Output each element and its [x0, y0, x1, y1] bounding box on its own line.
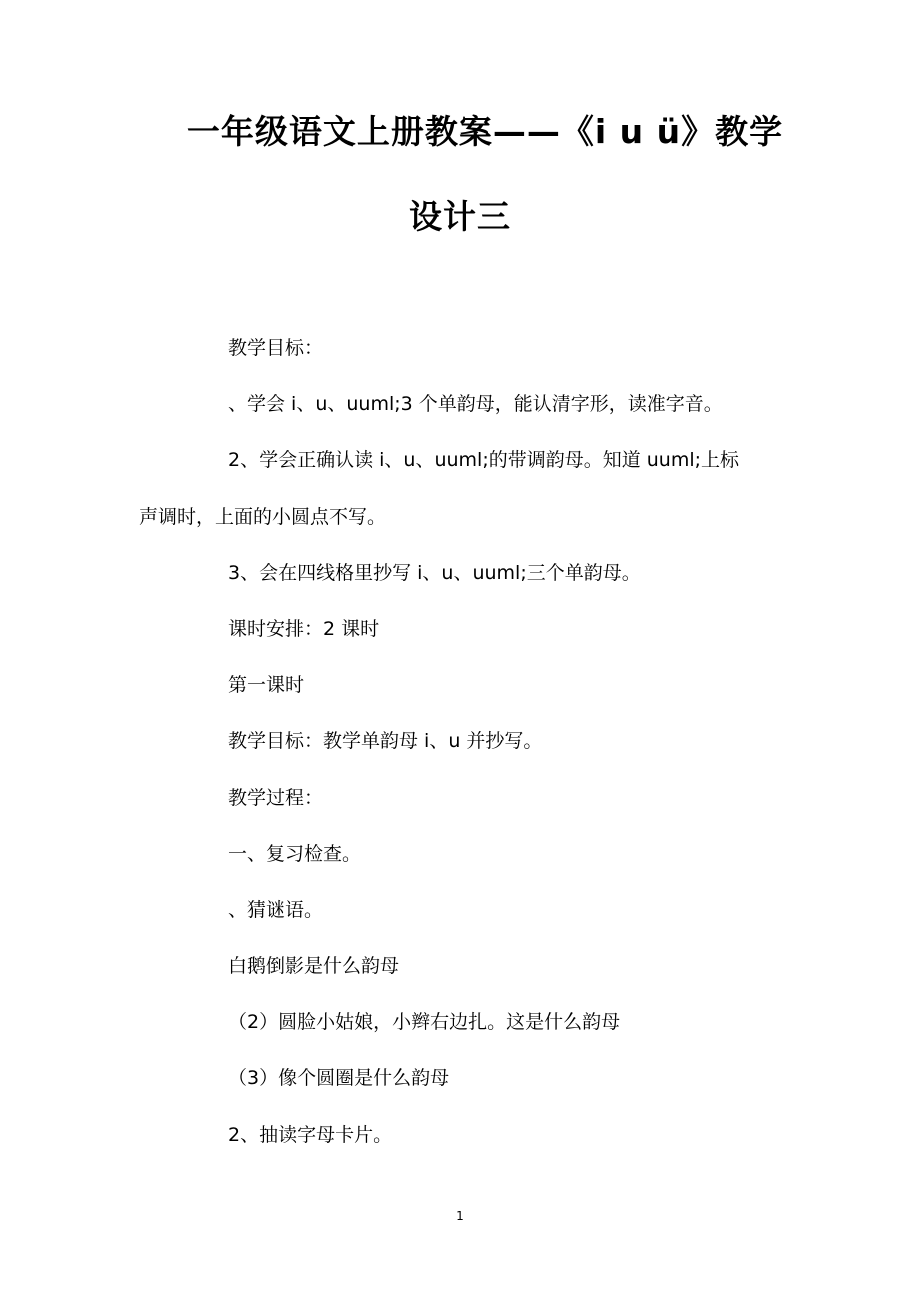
- paragraph: 教学目标：教学单韵母 i、u 并抄写。: [228, 730, 543, 752]
- paragraph: 第一课时: [228, 674, 305, 696]
- document-title-line-1: 一年级语文上册教案——《i u ü》教学: [186, 112, 784, 151]
- page-number: 1: [456, 1209, 464, 1223]
- paragraph: 、学会 i、u、uuml;3 个单韵母，能认清字形，读准字音。: [228, 393, 723, 415]
- paragraph: 白鹅倒影是什么韵母: [228, 955, 400, 977]
- paragraph: （2）圆脸小姑娘，小辫右边扎。这是什么韵母: [228, 1011, 621, 1033]
- paragraph: 2、抽读字母卡片。: [228, 1124, 393, 1146]
- paragraph: 3、会在四线格里抄写 i、u、uuml;三个单韵母。: [228, 562, 641, 584]
- paragraph: 教学目标：: [228, 337, 324, 359]
- paragraph: 一、复习检查。: [228, 843, 362, 865]
- paragraph: 教学过程：: [228, 787, 324, 809]
- paragraph: 2、学会正确认读 i、u、uuml;的带调韵母。知道 uuml;上标: [228, 449, 740, 471]
- document-title-line-2: 设计三: [409, 197, 511, 236]
- paragraph: 课时安排：2 课时: [228, 618, 380, 640]
- paragraph: （3）像个圆圈是什么韵母: [228, 1067, 450, 1089]
- paragraph: 、猜谜语。: [228, 899, 324, 921]
- paragraph: 声调时，上面的小圆点不写。: [139, 506, 387, 528]
